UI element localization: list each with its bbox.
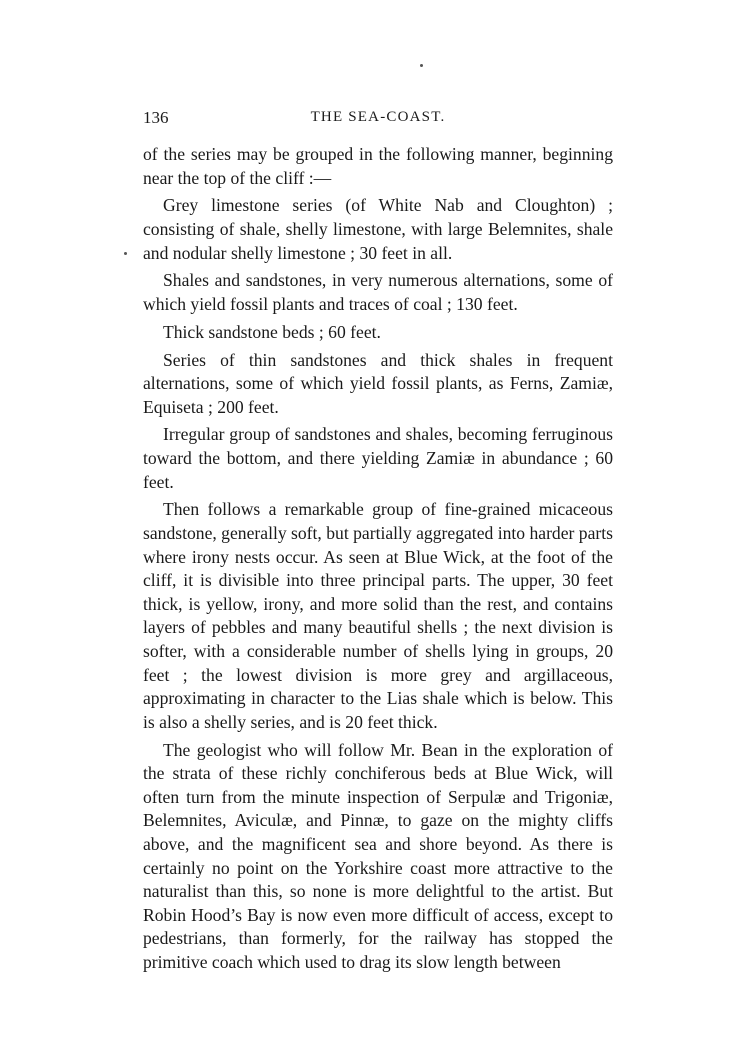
- paragraph: Irregular group of sandstones and shales, becoming ferruginous toward the bottom, and there yielding Zamiæ in abundance ; 60 feet.: [143, 424, 613, 492]
- page-number: 136: [143, 108, 169, 127]
- body-text: [143, 143, 613, 979]
- paragraph: of the series may be grouped in the following manner, beginning near the top of the cliff :—: [143, 144, 613, 188]
- paragraph: Then follows a remarkable group of fine-grained micaceous sandstone, generally soft, but partially aggregated into harder parts where irony nests occur. As seen at Blue Wick, at the foot of the cliff, it is divisible into three principal parts. The upper, 30 feet thick, is yellow, irony, and more solid than the rest, and contains layers of pebbles and many beautiful shells ; the next division is softer, with a considerable number of shells lying in groups, 20 feet ; the lowest division is more grey and argillaceous, approximating in character to the Lias shale which is below. This is also a shelly series, and is 20 feet thick.: [143, 499, 613, 732]
- paragraph: Series of thin sandstones and thick shales in frequent alternations, some of which yield fossil plants, as Ferns, Zamiæ, Equiseta ; 200 feet.: [143, 349, 613, 417]
- paragraph: Shales and sandstones, in very numerous alternations, some of which yield fossil plants and traces of coal ; 130 feet.: [143, 270, 613, 314]
- print-speck: [124, 252, 127, 255]
- running-head: [143, 108, 613, 132]
- paragraph: Thick sandstone beds ; 60 feet.: [163, 321, 381, 342]
- header-title: THE SEA-COAST.: [310, 109, 446, 125]
- paragraph: Grey limestone series (of White Nab and Cloughton) ; consisting of shale, shelly limestone, with large Belemnites, shale and nodular shelly limestone ; 30 feet in all.: [143, 195, 613, 263]
- paragraph: The geologist who will follow Mr. Bean in the exploration of the strata of these richly conchiferous beds at Blue Wick, will often turn from the minute inspection of Serpulæ and Trigoniæ, Belemnites, Aviculæ, and Pinnæ, to gaze on the mighty cliffs above, and the magnificent sea and shore beyond. As there is certainly no point on the Yorkshire coast more attractive to the naturalist than this, so none is more delightful to the artist. But Robin Hood’s Bay is now even more difficult of access, except to pedestrians, than formerly, for the railway has stopped the primitive coach which used to drag its slow length between: [143, 739, 613, 972]
- print-speck: [420, 64, 423, 67]
